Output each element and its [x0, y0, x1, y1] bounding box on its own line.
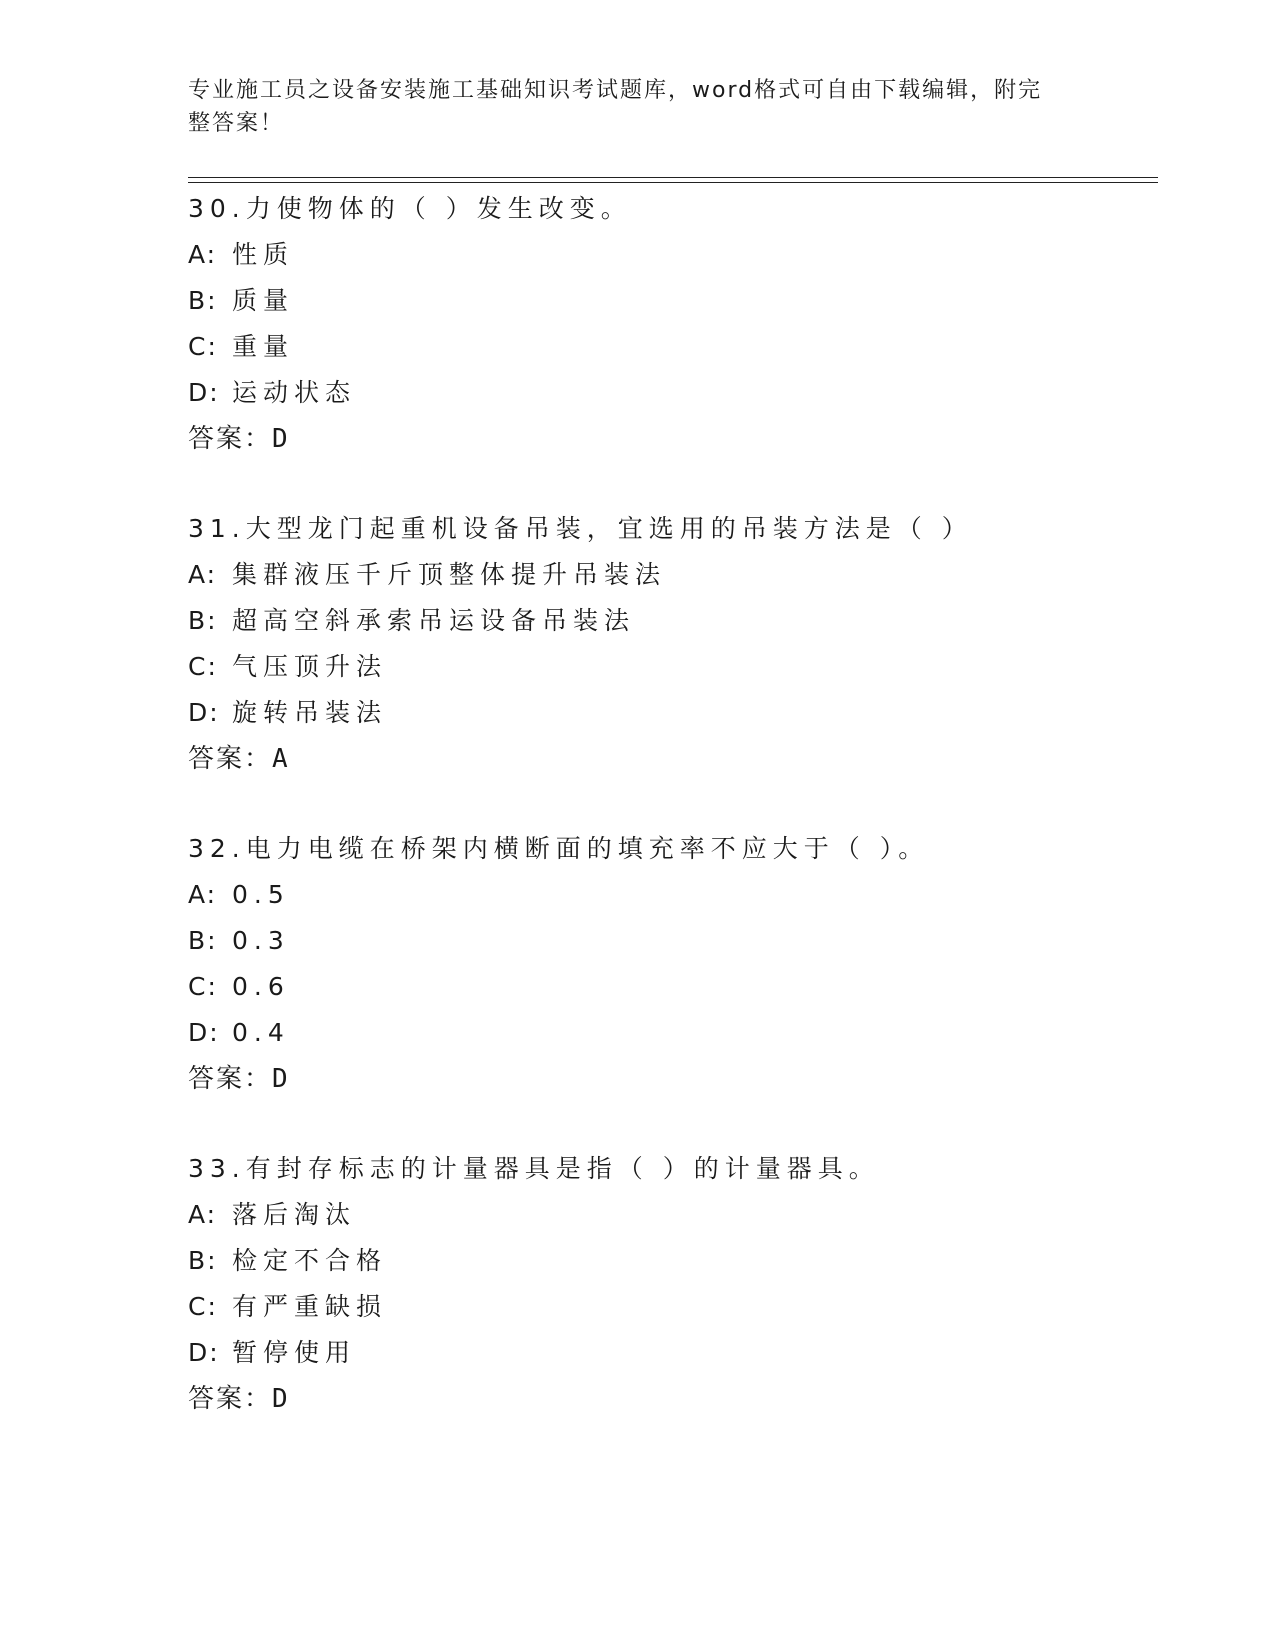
option-d [188, 370, 1148, 416]
option-text: 质量 [232, 286, 295, 315]
option-key: B: [188, 1246, 218, 1275]
option-a [188, 872, 1148, 918]
option-b [188, 598, 1148, 644]
option-key: A: [188, 880, 218, 909]
option-text: 气压顶升法 [232, 652, 388, 681]
answer-value: D [272, 424, 290, 454]
answer-line [188, 736, 1148, 782]
option-key: C: [188, 972, 218, 1001]
option-text: 旋转吊装法 [232, 698, 388, 727]
option-c [188, 644, 1148, 690]
option-key: D: [188, 378, 220, 407]
header-divider-bottom [188, 182, 1158, 183]
option-c [188, 324, 1148, 370]
option-key: B: [188, 606, 218, 635]
option-key: A: [188, 560, 218, 589]
option-key: A: [188, 1200, 218, 1229]
option-text: 暂停使用 [232, 1338, 357, 1367]
answer-value: D [272, 1384, 290, 1414]
answer-value: D [272, 1064, 290, 1094]
question-stem: 32.电力电缆在桥架内横断面的填充率不应大于（ ）。 [188, 834, 930, 863]
option-text: 0.3 [232, 926, 290, 955]
option-text: 集群液压千斤顶整体提升吊装法 [232, 560, 667, 589]
option-d [188, 1330, 1148, 1376]
option-key: C: [188, 1292, 218, 1321]
option-key: C: [188, 652, 218, 681]
option-c [188, 1284, 1148, 1330]
header-line-1: 专业施工员之设备安装施工基础知识考试题库，word格式可自由下载编辑，附完 [188, 78, 1043, 103]
answer-line [188, 1376, 1148, 1422]
answer-label: 答案： [188, 1384, 273, 1414]
header-divider-top [188, 177, 1158, 178]
option-b [188, 278, 1148, 324]
option-b [188, 918, 1148, 964]
option-key: D: [188, 1018, 220, 1047]
option-text: 超高空斜承索吊运设备吊装法 [232, 606, 636, 635]
answer-line [188, 1056, 1148, 1102]
option-text: 0.4 [232, 1018, 290, 1047]
option-text: 重量 [232, 332, 295, 361]
option-d [188, 1010, 1148, 1056]
option-d [188, 690, 1148, 736]
question-33 [188, 1146, 1148, 1422]
option-text: 0.5 [232, 880, 290, 909]
option-a [188, 552, 1148, 598]
answer-label: 答案： [188, 424, 273, 454]
question-stem: 30.力使物体的（ ）发生改变。 [188, 194, 632, 223]
answer-line [188, 416, 1148, 462]
option-key: D: [188, 698, 220, 727]
option-text: 运动状态 [232, 378, 357, 407]
option-key: B: [188, 286, 218, 315]
question-31 [188, 506, 1148, 782]
question-stem: 33.有封存标志的计量器具是指（ ）的计量器具。 [188, 1154, 880, 1183]
header-line-2: 整答案！ [188, 111, 285, 136]
option-key: C: [188, 332, 218, 361]
document-header [188, 74, 1088, 140]
option-key: A: [188, 240, 218, 269]
option-text: 落后淘汰 [232, 1200, 357, 1229]
question-32 [188, 826, 1148, 1102]
question-30 [188, 186, 1148, 462]
answer-label: 答案： [188, 1064, 273, 1094]
answer-label: 答案： [188, 744, 273, 774]
option-text: 检定不合格 [232, 1246, 388, 1275]
option-key: B: [188, 926, 218, 955]
option-a [188, 232, 1148, 278]
question-stem: 31.大型龙门起重机设备吊装，宜选用的吊装方法是（ ） [188, 514, 973, 543]
option-c [188, 964, 1148, 1010]
answer-value: A [272, 744, 290, 774]
option-key: D: [188, 1338, 220, 1367]
option-text: 0.6 [232, 972, 290, 1001]
option-b [188, 1238, 1148, 1284]
option-text: 性质 [232, 240, 295, 269]
option-text: 有严重缺损 [232, 1292, 388, 1321]
option-a [188, 1192, 1148, 1238]
